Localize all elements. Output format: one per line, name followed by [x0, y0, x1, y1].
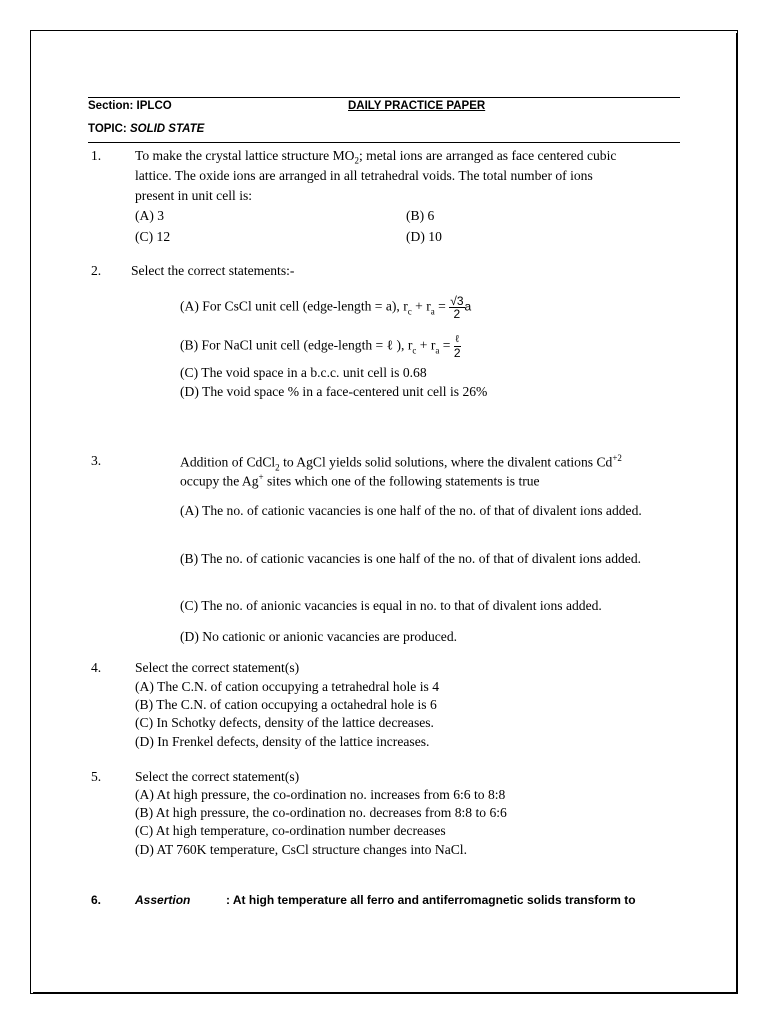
q3-line1: Addition of CdCl$_2$ to AgCl yields solid solutions, where the divalent cations $Cd^{+2}$ — [180, 453, 622, 473]
q3-option-d: (D) No cationic or anionic vacancies are produced. — [180, 629, 458, 644]
q4-option-a: (A) The C.N. of cation occupying a tetrahedral hole is 4 — [135, 679, 440, 694]
q2-number: 2. — [91, 263, 102, 278]
q5-option-a: (A) At high pressure, the co-ordination no. increases from 6:6 to 8:8 — [135, 787, 506, 802]
topic-value: SOLID STATE — [129, 123, 205, 135]
topic-line — [88, 123, 204, 135]
q2-stem: Select the correct statements:- — [131, 263, 295, 278]
q3-line2: occupy the Ag+ sites which one of the following statements is true — [180, 472, 540, 489]
q5-number: 5. — [91, 769, 102, 784]
q1-option-b: (B) 6 — [406, 208, 435, 223]
q2-option-c: (C) The void space in a b.c.c. unit cell is 0.68 — [180, 365, 427, 380]
header-top-rule — [88, 97, 680, 98]
q6-number: 6. — [91, 893, 102, 907]
q1-option-c: (C) 12 — [135, 229, 171, 244]
q3-option-a: (A) The no. of cationic vacancies is one half of the no. of that of divalent ions added. — [180, 503, 642, 518]
header-bottom-rule — [88, 142, 680, 143]
topic-label: TOPIC: — [88, 123, 130, 135]
q3-option-c: (C) The no. of anionic vacancies is equal in no. to that of divalent ions added. — [180, 598, 602, 613]
q1-option-d: (D) 10 — [406, 229, 442, 244]
q5-stem: Select the correct statement(s) — [135, 769, 300, 784]
q5-option-d: (D) AT 760K temperature, CsCl structure changes into NaCl. — [135, 842, 467, 857]
q2-option-d: (D) The void space % in a face-centered unit cell is 26% — [180, 384, 488, 399]
q3-option-b: (B) The no. of cationic vacancies is one half of the no. of that of divalent ions added. — [180, 551, 642, 566]
q5-option-c: (C) At high temperature, co-ordination number decreases — [135, 823, 446, 838]
q6-assertion-label: Assertion — [135, 893, 191, 907]
paper-title: DAILY PRACTICE PAPER — [348, 100, 486, 112]
q3-number: 3. — [91, 453, 102, 468]
q2-option-a: (A) For CsCl unit cell (edge-length = a), $r_c + r_a$ = $\frac{√3}{2}$ a — [180, 294, 472, 321]
q1-line2: lattice. The oxide ions are arranged in all tetrahedral voids. The total number of ions — [135, 168, 593, 183]
q4-number: 4. — [91, 660, 102, 675]
q2-option-b: (B) For NaCl unit cell (edge-length = ℓ ), $r_c + r_a$ = $\frac{\text{ℓ}}{2}$ — [180, 334, 461, 360]
q1-line3: present in unit cell is: — [135, 188, 253, 203]
q4-option-d: (D) In Frenkel defects, density of the lattice increases. — [135, 734, 430, 749]
q6-assertion-text: : At high temperature all ferro and antiferromagnetic solids transform to — [226, 893, 636, 907]
q1-number: 1. — [91, 148, 102, 163]
q2-a-fraction: $\frac{√3}{2}$ — [450, 294, 464, 321]
q4-option-c: (C) In Schotky defects, density of the lattice decreases. — [135, 715, 434, 730]
q5-option-b: (B) At high pressure, the co-ordination no. decreases from 8:8 to 6:6 — [135, 805, 507, 820]
section-label: Section: IPLCO — [88, 100, 172, 112]
q4-option-b: (B) The C.N. of cation occupying a octahedral hole is 6 — [135, 697, 437, 712]
q4-stem: Select the correct statement(s) — [135, 660, 300, 675]
q1-option-a: (A) 3 — [135, 208, 165, 223]
q1-line1: To make the crystal lattice structure $MO_2$; metal ions are arranged as face centered cubic — [135, 148, 617, 166]
q2-b-fraction: $\frac{\text{ℓ}}{2}$ — [453, 334, 461, 360]
